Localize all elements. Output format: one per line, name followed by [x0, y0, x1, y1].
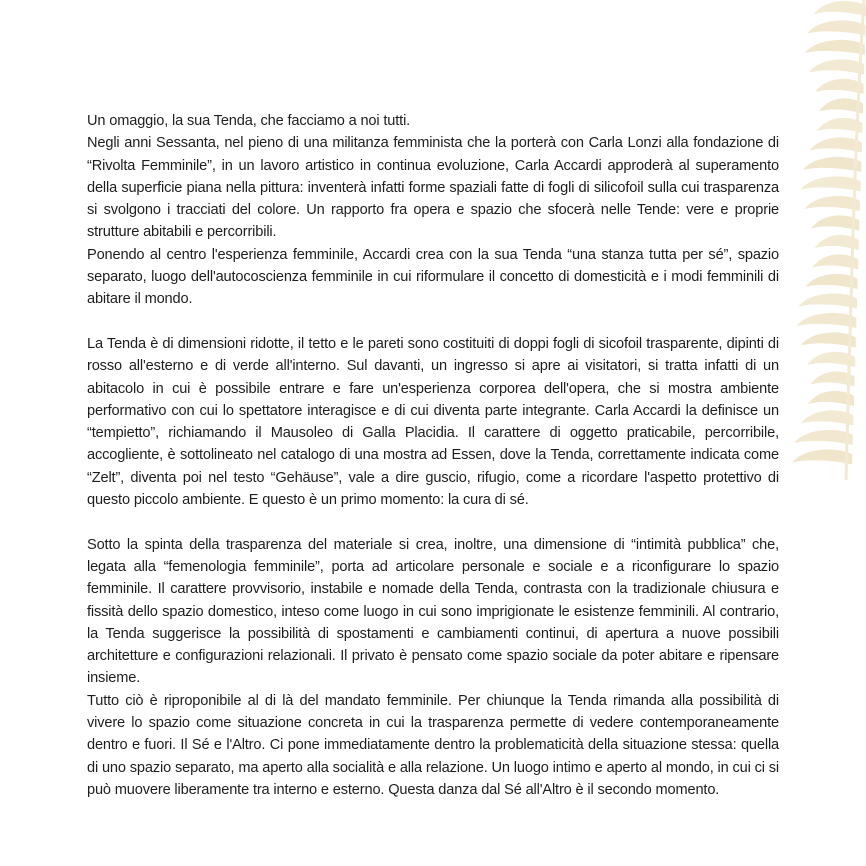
paragraph-transparency: Sotto la spinta della trasparenza del materiale si crea, inoltre, una dimensione di “intimità pubblica” che, legata alla “femenologia femminile”, porta ad articolare personale e sociale e a riconfigurare lo spazio femminile. Il carattere provvisorio, instabile e nomade della Tenda, contrasta con la tradizionale chiusura e fissità dello spazio domestico, inteso come luogo in cui sono imprigionate le esistenze femminili. Al contrario, la Tenda suggerisce la possibilità di spostamenti e cambiamenti continui, di apertura a nuove possibili architetture e configurazioni relazionali. Il privato è pensato come spazio sociale da poter abitare e ripensare insieme.	[87, 536, 779, 687]
intro-line: Un omaggio, la sua Tenda, che facciamo a noi tutti.	[87, 113, 411, 129]
paragraph-tent-description: La Tenda è di dimensioni ridotte, il tetto e le pareti sono costituiti di doppi fogli di sicofoil trasparente, dipinti di rosso all'esterno e di verde all'interno. Sul davanti, un ingresso si apre ai visitatori, si tratta infatti di un abitacolo in cui è possibile entrare e fare un'esperienza corporea dell'opera, che si mostra ambiente performativo con cui lo spettatore interagisce e di cui diventa parte integrante. Carla Accardi la definisce un “tempietto”, richiamando il Mausoleo di Galla Placidia. Il carattere di oggetto praticabile, percorribile, accogliente, è sottolineato nel catalogo di una mostra ad Essen, dove la Tenda, correttamente indicata come “Zelt”, diventa poi nel testo “Gehäuse”, vale a dire guscio, rifugio, come a ricordare l'aspetto protettivo di questo piccolo ambiente. E questo è un primo momento: la cura di sé.	[87, 335, 779, 509]
paragraph-history: Negli anni Sessanta, nel pieno di una militanza femminista che la porterà con Carla Lonzi alla fondazione di “Rivolta Femminile”, in un lavoro artistico in continua evoluzione, Carla Accardi approderà al superamento della superficie piana nella pittura: inventerà infatti forme spaziali fatte di fogli di silicofoil sulla cui trasparenza si svolgono i tracciati del colore. Un rapporto fra opera e spazio che sfocerà nelle Tende: vere e proprie strutture abitabili e percorribili.	[87, 135, 779, 241]
paragraph-self-other: Tutto ciò è riproponibile al di là del mandato femminile. Per chiunque la Tenda rimanda alla possibilità di vivere lo spazio come situazione concreta in cui la trasparenza permette di vedere contemporaneamente dentro e fuori. Il Sé e l'Altro. Ci pone immediatamente dentro la problematicità della situazione stessa: quella di uno spazio separato, ma aperto alla socialità e alla relazione. Un luogo intimo e aperto al mondo, in cui ci si può muovere liberamente tra interno e esterno. Questa danza dal Sé all'Altro è il secondo momento.	[87, 692, 779, 798]
paragraph-room: Ponendo al centro l'esperienza femminile, Accardi crea con la sua Tenda “una stanza tutta per sé”, spazio separato, luogo dell'autocoscienza femminile in cui riformulare il concetto di domesticità e i modi femminili di abitare il mondo.	[87, 246, 779, 308]
feather-ornament-icon	[776, 0, 866, 500]
article-body	[87, 110, 779, 801]
